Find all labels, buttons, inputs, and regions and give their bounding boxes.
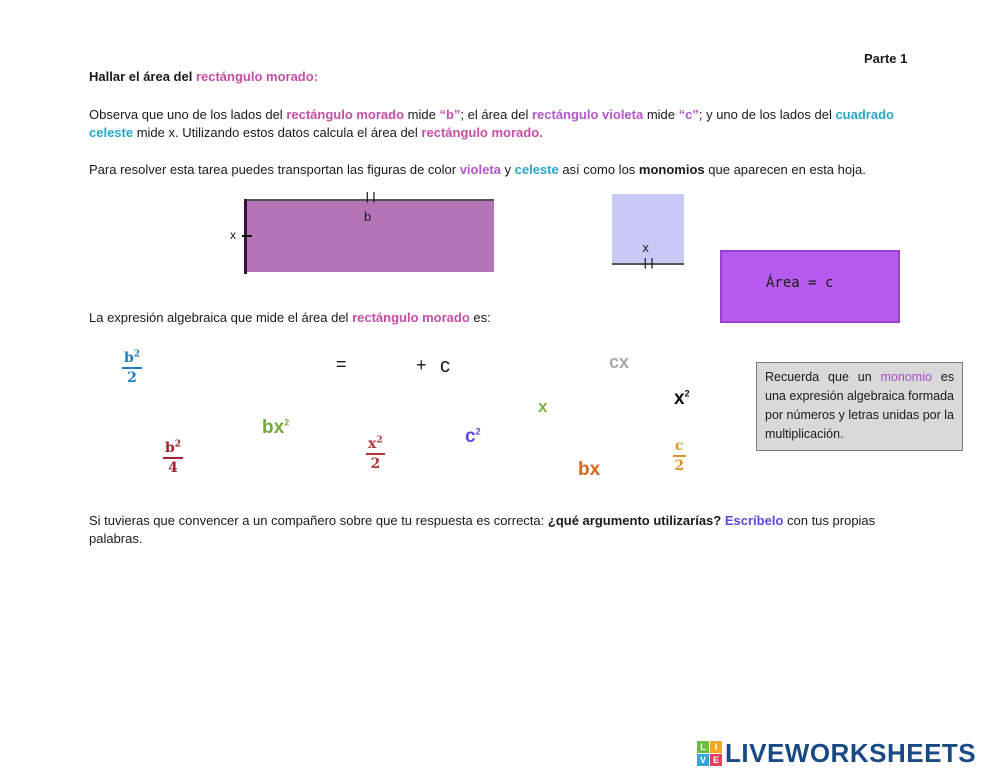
monomial-cx[interactable]: cx xyxy=(609,352,630,372)
monomial-c-over-2[interactable] xyxy=(673,438,686,474)
title-prefix: Hallar el área del xyxy=(89,69,196,84)
side-label-x: x xyxy=(230,228,236,242)
expr-highlight: rectángulo morado xyxy=(352,310,470,325)
violet-rectangle-label: Área = c xyxy=(766,275,834,291)
cyan-square-label: x xyxy=(642,241,650,255)
final-question xyxy=(89,512,919,548)
cyan-square-tick: || xyxy=(642,256,656,269)
p1-text-5: ; y uno de los lados del xyxy=(698,107,836,122)
equals-sign: = xyxy=(336,354,347,374)
logo-badge-i: I xyxy=(710,741,722,753)
final-bold: ¿qué argumento utilizarías? xyxy=(547,513,722,528)
cyan-square[interactable] xyxy=(612,194,684,269)
logo-text: LIVEWORKSHEETS xyxy=(725,738,977,768)
monomial-b2-over-2[interactable] xyxy=(122,350,142,386)
final-text-1: Si tuvieras que convencer a un compañero sobre que tu respuesta es correcta: xyxy=(89,513,548,528)
logo-badge-v: V xyxy=(697,754,709,766)
p1-highlight-6: rectángulo morado. xyxy=(421,125,543,140)
b2-over-4-num: b xyxy=(165,440,175,456)
left-tick xyxy=(242,235,252,237)
reminder-highlight: monomio xyxy=(880,370,932,384)
top-tick-mark: || xyxy=(364,190,378,203)
b2-over-4-den: 4 xyxy=(168,459,178,476)
b2-over-4-exp: 2 xyxy=(174,439,182,450)
p2-highlight-3: monomios xyxy=(638,162,705,177)
reminder-box xyxy=(756,362,963,451)
p2-text-2: y xyxy=(500,162,515,177)
c2-base: c xyxy=(465,426,476,447)
expression-prompt xyxy=(89,309,919,327)
c-over-2-den: 2 xyxy=(674,457,685,474)
b2-over-2-num: b xyxy=(124,350,134,366)
p1-text-1: Observa que uno de los lados del xyxy=(89,107,287,122)
side-label-b: b xyxy=(364,209,372,224)
x2-base: x xyxy=(674,388,685,409)
x2-over-2-exp: 2 xyxy=(376,435,383,446)
logo-badge-e: E xyxy=(710,754,722,766)
monomial-bx[interactable]: bx xyxy=(578,459,601,480)
p2-text-4: que aparecen en esta hoja. xyxy=(704,162,866,177)
p1-highlight-5: cuadrado celeste xyxy=(89,107,894,140)
part-label: Parte 1 xyxy=(864,51,908,66)
p1-text-6: mide x. Utilizando estos datos calcula el área del xyxy=(133,125,422,140)
bx2-base: bx xyxy=(262,417,285,438)
monomial-x2-over-2[interactable] xyxy=(366,436,385,472)
p2-highlight-1: violeta xyxy=(459,162,501,177)
monomial-x[interactable]: x xyxy=(538,397,548,416)
p1-highlight-2: “b” xyxy=(439,107,461,122)
p1-highlight-4: “c” xyxy=(678,107,699,122)
c2-exp: 2 xyxy=(475,426,481,437)
expr-text-2: es: xyxy=(469,310,491,325)
p2-text-3: así como los xyxy=(558,162,639,177)
x2-exp: 2 xyxy=(684,388,690,399)
p1-highlight-1: rectángulo morado xyxy=(286,107,405,122)
p1-text-3: ; el área del xyxy=(460,107,532,122)
instructions-paragraph xyxy=(89,106,919,142)
b2-over-2-exp: 2 xyxy=(133,349,141,360)
x2-over-2-den: 2 xyxy=(370,455,381,472)
logo-badge-l: L xyxy=(697,741,709,753)
plus-sign: + xyxy=(416,355,427,375)
monomial-b2-over-4[interactable] xyxy=(163,440,183,476)
page-title xyxy=(89,69,318,84)
p2-highlight-2: celeste xyxy=(514,162,559,177)
c-over-2-num: c xyxy=(675,438,684,454)
x2-over-2-num: x xyxy=(368,436,377,452)
p1-highlight-3: rectángulo violeta xyxy=(531,107,644,122)
title-highlight: rectángulo morado: xyxy=(195,69,319,84)
tools-paragraph xyxy=(89,161,919,179)
final-highlight: Escríbelo xyxy=(724,513,784,528)
expr-text-1: La expresión algebraica que mide el área del xyxy=(89,310,353,325)
monomial-c2[interactable] xyxy=(465,426,481,448)
equation-constant-c: c xyxy=(440,355,450,377)
monomial-bx2[interactable] xyxy=(262,417,289,439)
p1-text-4: mide xyxy=(643,107,679,122)
monomial-x2[interactable] xyxy=(674,388,690,410)
final-text-2: con tus propias palabras. xyxy=(89,513,876,546)
reminder-text-1: Recuerda que un xyxy=(765,370,881,384)
bx2-exp: 2 xyxy=(284,417,290,428)
b2-over-2-den: 2 xyxy=(127,369,137,386)
p2-text-1: Para resolver esta tarea puedes transportan las figuras de color xyxy=(89,162,460,177)
liveworksheets-logo xyxy=(697,738,976,769)
logo-badge-icon xyxy=(697,741,722,766)
p1-text-2: mide xyxy=(404,107,440,122)
reminder-text-2: es una expresión algebraica formada por números y letras unidas por la multiplicación. xyxy=(765,370,955,441)
